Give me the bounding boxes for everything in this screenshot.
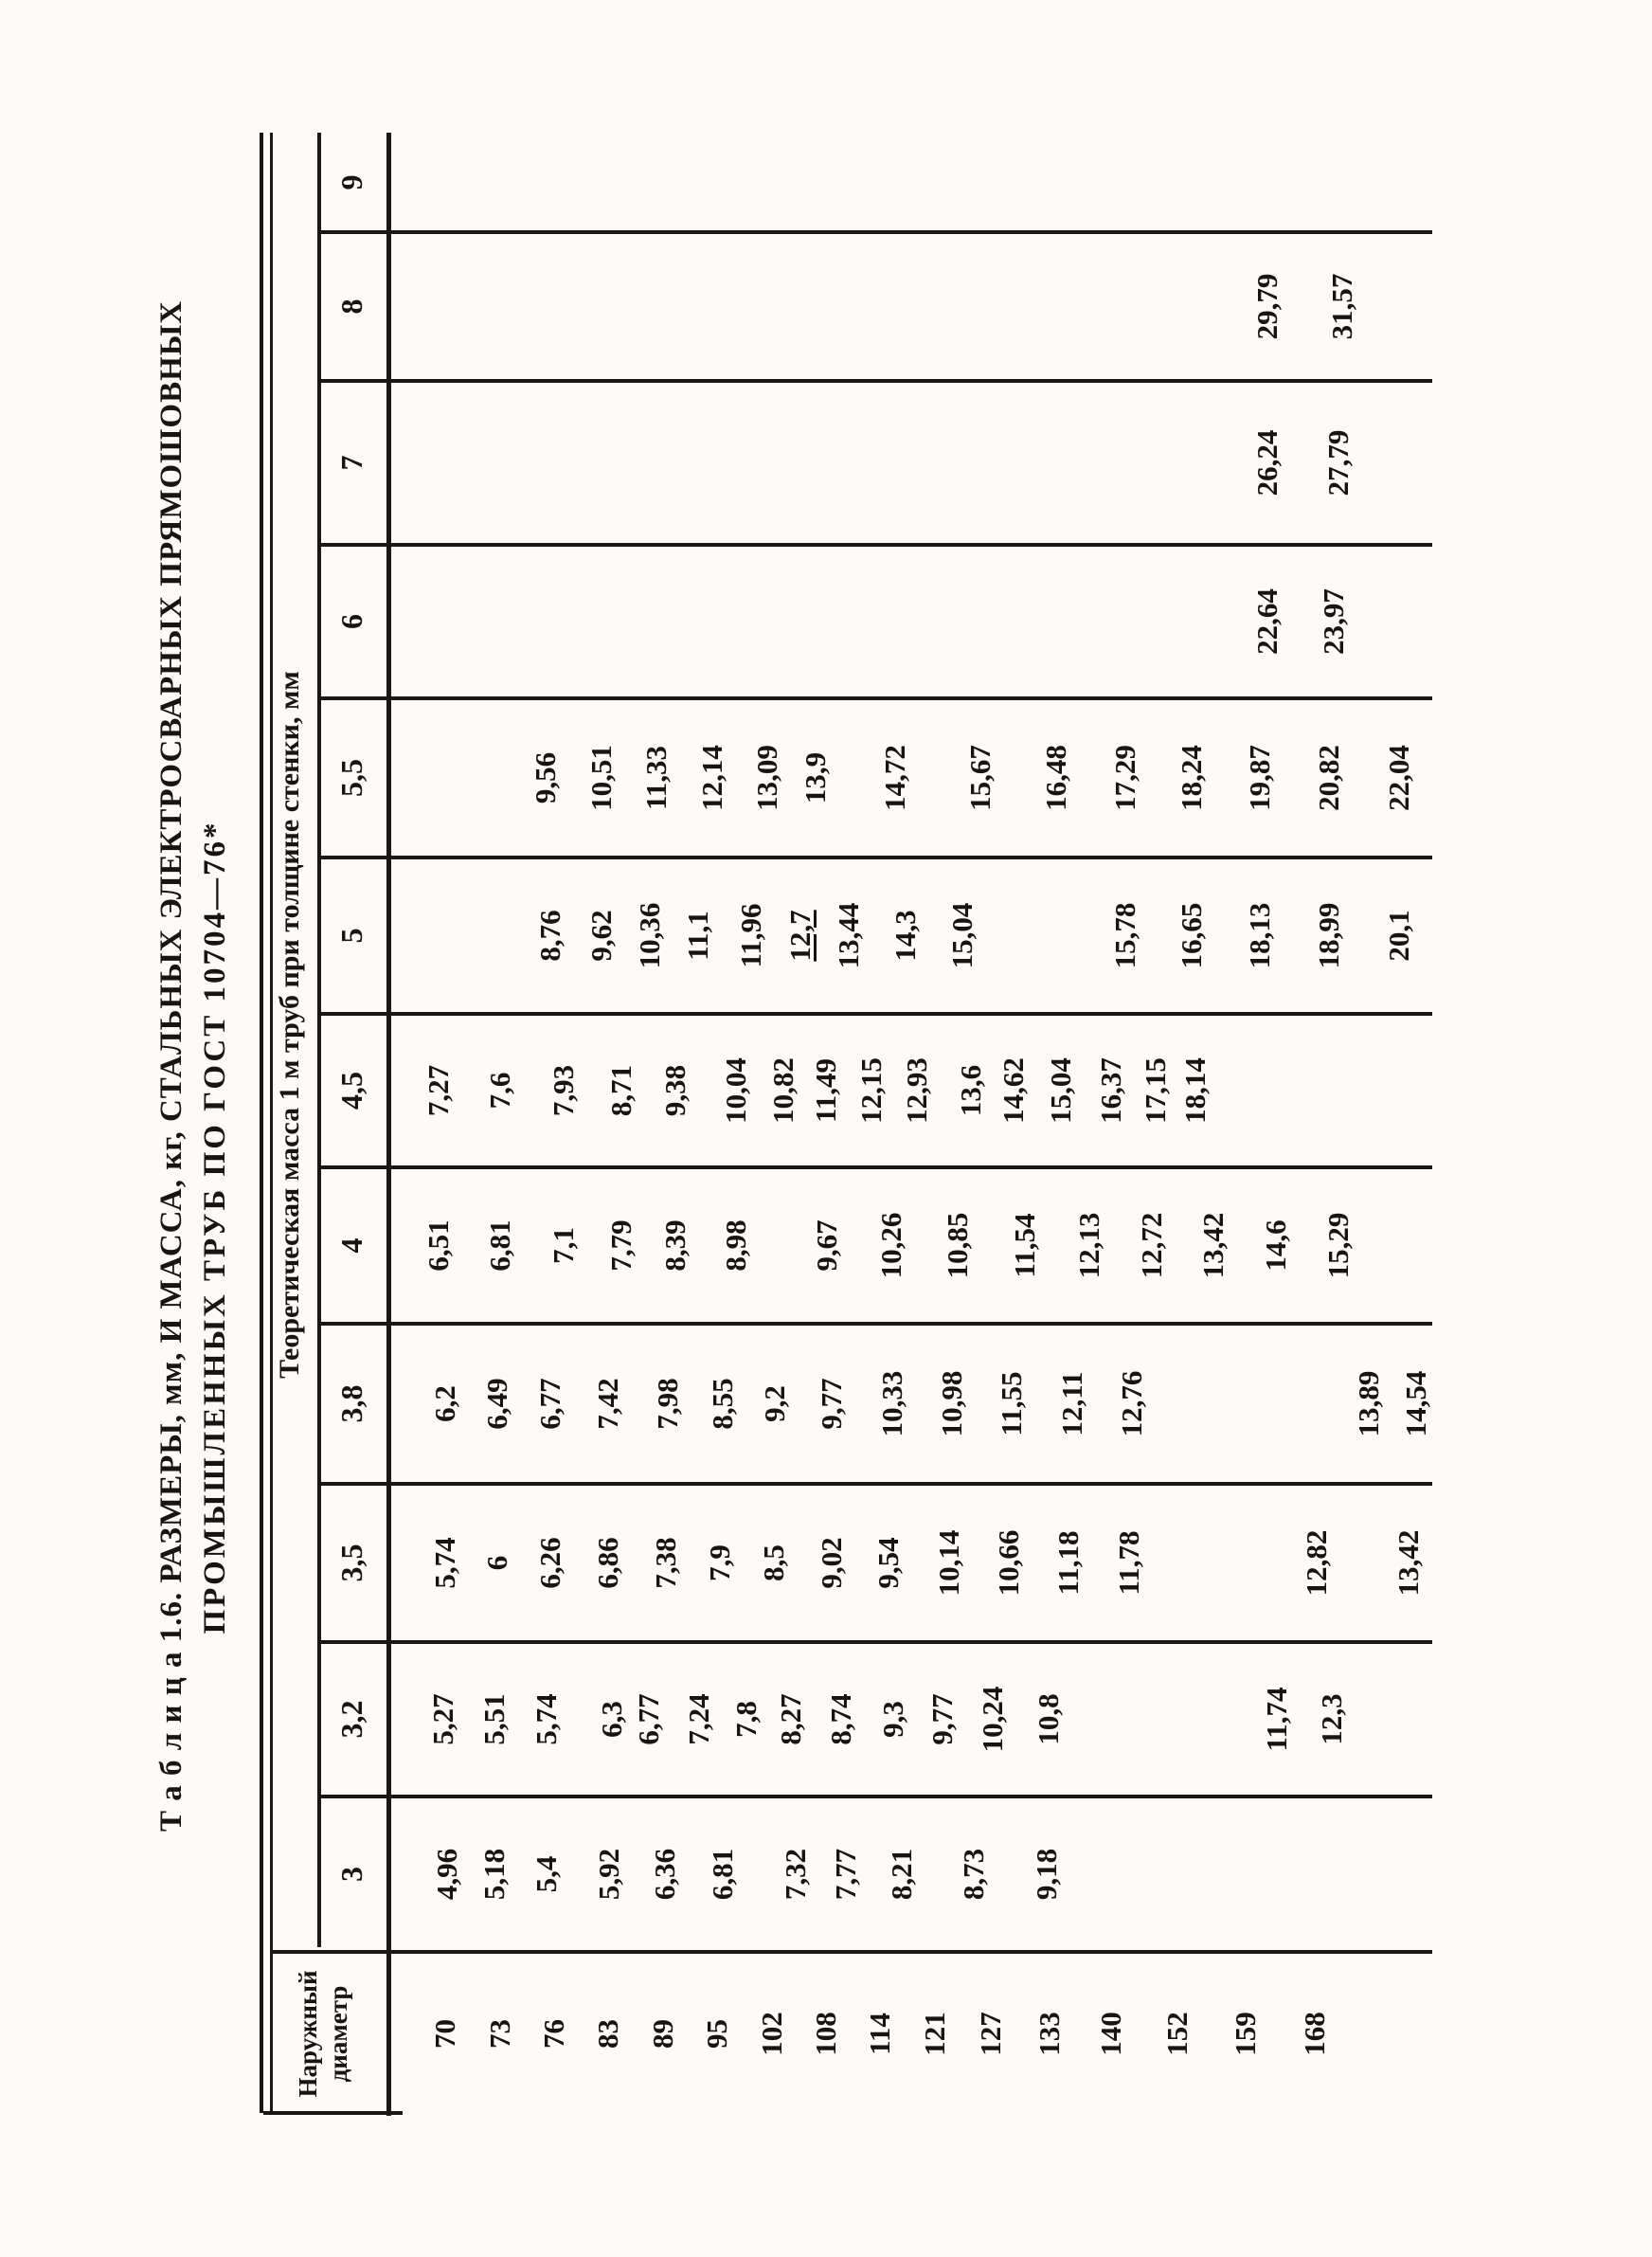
thickness-column-3,5 <box>334 1484 1432 1642</box>
mass-value: 26,24 <box>1250 429 1284 497</box>
mass-value: 19,87 <box>1243 745 1276 811</box>
mass-value: 10,51 <box>584 745 618 811</box>
mass-value: 10,98 <box>935 1370 968 1437</box>
mass-value: 11,74 <box>1260 1687 1293 1752</box>
diameter-value: 152 <box>1160 2012 1194 2056</box>
mass-value: 9,3 <box>876 1701 909 1738</box>
column-separator <box>319 856 1432 859</box>
thickness-column-6 <box>334 545 1432 698</box>
mass-value: 10,14 <box>932 1529 965 1597</box>
mass-value: 9,18 <box>1030 1848 1063 1901</box>
mass-value: 7,27 <box>422 1064 455 1117</box>
mass-value: 6,26 <box>533 1537 566 1589</box>
mass-value: 7,93 <box>547 1064 580 1117</box>
column-separator <box>319 230 1432 234</box>
mass-value: 10,24 <box>976 1686 1009 1753</box>
thickness-label: 4,5 <box>334 1072 368 1110</box>
thickness-column-9 <box>334 133 1432 232</box>
mass-value: 14,3 <box>889 910 922 962</box>
mass-value: 17,29 <box>1108 745 1141 811</box>
mass-value: 10,36 <box>633 902 666 969</box>
column-separator <box>319 543 1432 547</box>
mass-value: 20,82 <box>1312 745 1345 811</box>
thickness-column-4 <box>334 1167 1432 1324</box>
thickness-label: 4 <box>334 1237 368 1254</box>
mass-value: 7,42 <box>591 1378 624 1430</box>
mass-value: 6,86 <box>591 1537 624 1589</box>
mass-value: 8,76 <box>533 910 566 962</box>
mass-value: 14,6 <box>1259 1219 1292 1272</box>
mass-value: 12,15 <box>854 1057 888 1124</box>
mass-value: 12,82 <box>1300 1529 1333 1597</box>
diameter-value: 108 <box>809 2012 842 2056</box>
mass-value: 18,14 <box>1178 1057 1212 1124</box>
mass-value: 13,44 <box>832 902 865 969</box>
mass-value: 12,72 <box>1135 1212 1168 1279</box>
mass-value: 13,42 <box>1196 1212 1230 1279</box>
thickness-label: 6 <box>334 614 368 629</box>
mass-value: 5,74 <box>428 1537 461 1589</box>
diameter-value: 95 <box>700 2019 733 2049</box>
mass-value: 7,8 <box>729 1701 763 1738</box>
mass-value: 11,54 <box>1008 1213 1041 1278</box>
diameter-value: 102 <box>755 2012 788 2056</box>
mass-value: 11,18 <box>1051 1530 1085 1596</box>
mass-value: 14,62 <box>997 1057 1030 1124</box>
diameter-column <box>386 1952 1432 2116</box>
diameter-header-line1: Наружный <box>293 1970 322 2098</box>
mass-value: 8,5 <box>757 1544 790 1581</box>
mass-value: 7,38 <box>649 1537 682 1589</box>
mass-value: 16,48 <box>1039 745 1072 811</box>
thickness-label: 3 <box>334 1867 368 1882</box>
mass-value: 6,81 <box>483 1219 516 1272</box>
mass-value: 6,77 <box>632 1693 665 1745</box>
diameter-header-line2: диаметр <box>323 1985 352 2083</box>
diameter-value: 83 <box>591 2019 624 2049</box>
mass-value: 10,04 <box>719 1057 752 1124</box>
thickness-column-3 <box>334 1797 1432 1952</box>
mass-value: 11,78 <box>1112 1530 1145 1596</box>
mass-value: 8,55 <box>706 1378 739 1430</box>
mass-value: 8,71 <box>604 1064 637 1117</box>
mass-value: 8,74 <box>824 1693 857 1745</box>
mass-value: 12,7 <box>783 910 817 962</box>
mass-value: 15,04 <box>1044 1057 1077 1124</box>
diameter-value: 73 <box>483 2019 516 2049</box>
thickness-label: 3,2 <box>334 1700 368 1739</box>
diameter-value: 140 <box>1094 2012 1127 2056</box>
mass-value: 6,81 <box>706 1848 739 1901</box>
mass-value: 20,1 <box>1382 910 1415 962</box>
mass-value: 7,79 <box>604 1219 637 1272</box>
mass-value: 9,02 <box>815 1537 848 1589</box>
mass-value: 9,67 <box>810 1219 843 1272</box>
mass-value: 11,1 <box>681 911 714 961</box>
mass-value: 23,97 <box>1317 588 1350 655</box>
diameter-value: 89 <box>646 2019 679 2049</box>
mass-value: 7,1 <box>547 1227 580 1264</box>
thickness-label: 5,5 <box>334 759 368 797</box>
mass-value: 16,37 <box>1094 1057 1127 1124</box>
mass-value: 9,54 <box>871 1537 905 1589</box>
mass-value: 12,3 <box>1315 1693 1348 1745</box>
mass-value: 10,66 <box>992 1529 1025 1597</box>
diameter-value: 114 <box>863 2013 896 2055</box>
mass-value: 13,89 <box>1352 1370 1385 1437</box>
thickness-column-4,5 <box>334 1014 1432 1167</box>
table-title-line1: Т а б л и ц а 1.6. РАЗМЕРЫ, мм, И МАССА, кг, СТАЛЬНЫХ ЭЛЕКТРОСВАРНЫХ ПРЯМОШОВНЫХ <box>154 300 189 1832</box>
mass-value: 6 <box>480 1555 513 1571</box>
mass-value: 12,93 <box>900 1057 933 1124</box>
mass-value: 7,24 <box>682 1693 715 1745</box>
mass-value: 15,29 <box>1321 1212 1355 1279</box>
mass-value: 10,26 <box>874 1212 907 1279</box>
mass-value: 31,57 <box>1325 273 1358 340</box>
mass-value: 13,42 <box>1392 1529 1425 1597</box>
mass-value: 13,6 <box>954 1064 987 1117</box>
thickness-column-8 <box>334 232 1432 381</box>
thickness-label: 3,5 <box>334 1544 368 1582</box>
thickness-column-3,2 <box>334 1642 1432 1797</box>
mass-value: 5,27 <box>426 1693 459 1745</box>
column-separator <box>319 1012 1432 1016</box>
mass-value: 9,77 <box>925 1693 959 1745</box>
outer-border-line-b <box>270 133 273 2113</box>
mass-value: 14,72 <box>878 745 911 811</box>
mass-value: 8,73 <box>957 1848 990 1901</box>
mass-value: 27,79 <box>1321 429 1355 497</box>
diameter-value: 70 <box>428 2019 461 2049</box>
mass-value: 6,3 <box>595 1701 628 1738</box>
mass-value: 5,92 <box>592 1848 625 1901</box>
mass-value: 4,96 <box>430 1848 463 1901</box>
mass-value: 11,55 <box>995 1371 1028 1436</box>
column-separator <box>319 1795 1432 1798</box>
mass-value: 17,15 <box>1139 1057 1172 1124</box>
mass-value: 15,78 <box>1108 902 1141 969</box>
mass-value: 6,36 <box>648 1848 681 1901</box>
diameter-value: 133 <box>1032 2012 1066 2056</box>
mass-span-header: Теоретическая масса 1 м труб при толщине стенки, мм <box>274 671 305 1379</box>
mass-value: 10,85 <box>941 1212 974 1279</box>
mass-value: 6,2 <box>428 1385 461 1422</box>
column-separator <box>319 1322 1432 1326</box>
thickness-label: 3,8 <box>334 1384 368 1423</box>
diameter-column-header <box>259 1952 386 2116</box>
mass-value: 8,27 <box>774 1693 807 1745</box>
mass-value: 22,64 <box>1250 588 1284 655</box>
mass-value: 6,49 <box>480 1378 513 1430</box>
thickness-label: 7 <box>334 455 368 471</box>
mass-value: 16,65 <box>1175 902 1208 969</box>
mass-value: 29,79 <box>1250 273 1284 340</box>
column-separator <box>319 1482 1432 1486</box>
mass-value: 5,18 <box>477 1848 511 1901</box>
mass-value: 12,11 <box>1055 1371 1088 1436</box>
column-separator <box>319 1165 1432 1169</box>
column-separator <box>319 696 1432 700</box>
mass-value: 5,4 <box>530 1855 563 1893</box>
mass-value: 8,98 <box>719 1219 752 1272</box>
mass-value: 9,2 <box>758 1385 791 1422</box>
mass-value: 14,54 <box>1399 1370 1432 1437</box>
diameter-value: 168 <box>1298 2012 1331 2056</box>
mass-value: 9,56 <box>529 751 562 804</box>
mass-value: 18,13 <box>1243 902 1276 969</box>
mass-value: 18,24 <box>1175 745 1208 811</box>
mass-value: 12,13 <box>1072 1212 1105 1279</box>
mass-value: 9,38 <box>658 1064 691 1117</box>
mass-value: 13,09 <box>750 745 783 811</box>
diameter-value: 159 <box>1229 2012 1262 2056</box>
mass-value: 13,9 <box>799 751 832 804</box>
mass-value: 10,82 <box>766 1057 799 1124</box>
thickness-label: 5 <box>334 928 368 944</box>
thickness-column-5,5 <box>334 698 1432 858</box>
diameter-value: 127 <box>974 2012 1007 2056</box>
mass-value: 7,98 <box>651 1378 684 1430</box>
mass-value: 22,04 <box>1382 745 1415 811</box>
mass-value: 15,04 <box>945 902 979 969</box>
mass-value: 6,51 <box>422 1219 455 1272</box>
mass-value: 9,77 <box>815 1378 848 1430</box>
mass-value: 10,8 <box>1032 1693 1065 1745</box>
mass-value: 9,62 <box>584 910 618 962</box>
diameter-cell-end-line <box>263 2111 403 2115</box>
mass-value: 12,76 <box>1115 1370 1148 1437</box>
table-title-line2: ПРОМЫШЛЕННЫХ ТРУБ ПО ГОСТ 10704—76* <box>198 820 232 1634</box>
mass-value: 8,21 <box>885 1848 918 1901</box>
thickness-label: 9 <box>334 174 368 190</box>
thickness-label: 8 <box>334 298 368 315</box>
mass-value: 18,99 <box>1312 902 1345 969</box>
mass-value: 11,33 <box>639 745 673 811</box>
mass-value: 11,49 <box>809 1057 842 1124</box>
mass-value: 11,96 <box>734 903 767 968</box>
mass-value: 8,39 <box>658 1219 691 1272</box>
mass-value: 5,74 <box>530 1693 563 1745</box>
diameter-value: 76 <box>537 2019 570 2049</box>
thickness-column-7 <box>334 381 1432 545</box>
column-separator <box>272 1950 1432 1954</box>
thickness-column-5 <box>334 858 1432 1014</box>
column-separator <box>319 1640 1432 1644</box>
diameter-value: 121 <box>918 2012 951 2056</box>
outer-border-line-a <box>260 133 263 2113</box>
mass-value: 6,77 <box>533 1378 566 1430</box>
mass-value: 7,6 <box>483 1072 516 1110</box>
thickness-column-3,8 <box>334 1324 1432 1484</box>
mass-value: 12,14 <box>695 745 728 811</box>
mass-value: 5,51 <box>477 1693 511 1745</box>
mass-value: 7,9 <box>703 1544 736 1581</box>
mass-value: 15,67 <box>963 745 997 811</box>
mass-value: 10,33 <box>875 1370 908 1437</box>
column-separator <box>319 379 1432 383</box>
mass-value: 7,77 <box>829 1848 862 1901</box>
mass-value: 7,32 <box>779 1848 812 1901</box>
